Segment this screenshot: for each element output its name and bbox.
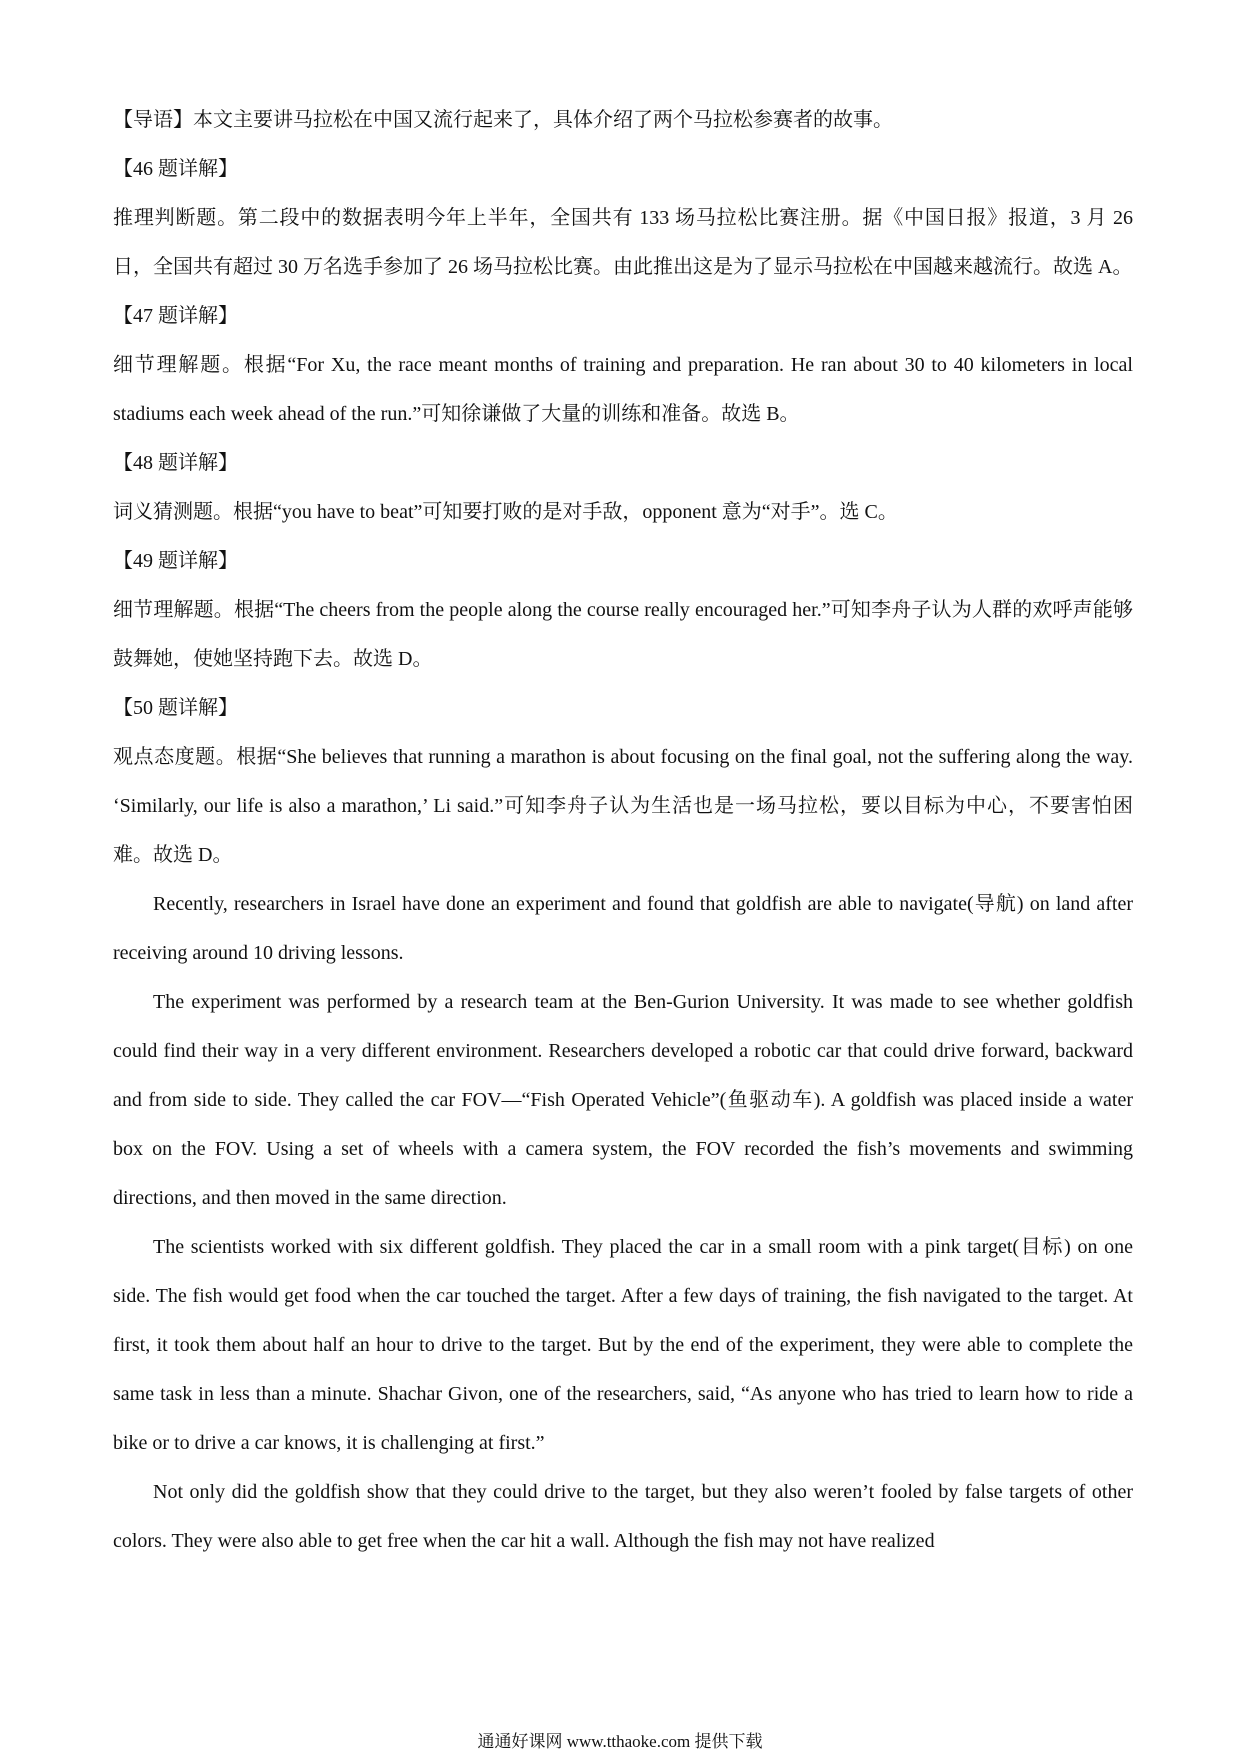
q49-explanation: 细节理解题。根据“The cheers from the people along the course really encouraged her.”可知李舟子认为人群的欢呼声能够鼓舞她，使她坚持跑下去。故选 D。 [113, 599, 1133, 670]
q47-heading: 【47 题详解】 [113, 305, 238, 327]
passage-paragraph-4: Not only did the goldfish show that they could drive to the target, but they also weren’t fooled by false targets of other colors. They were also able to get free when the car hit a wall. Although the fish may not have realized [113, 1481, 1133, 1552]
q46-explanation: 推理判断题。第二段中的数据表明今年上半年，全国共有 133 场马拉松比赛注册。据《中国日报》报道，3 月 26 日，全国共有超过 30 万名选手参加了 26 场马拉松比赛。由此推出这是为了显示马拉松在中国越来越流行。故选 A。 [113, 207, 1133, 278]
document-page [113, 96, 1133, 1566]
q48-heading: 【48 题详解】 [113, 452, 238, 474]
passage-paragraph-2: The experiment was performed by a research team at the Ben-Gurion University. It was made to see whether goldfish could find their way in a very different environment. Researchers developed a robotic car that could drive forward, backward and from side to side. They called the car FOV—“Fish Operated Vehicle”(鱼驱动车). A goldfish was placed inside a water box on the FOV. Using a set of wheels with a camera system, the FOV recorded the fish’s movements and swimming directions, and then moved in the same direction. [113, 991, 1133, 1209]
q50-heading: 【50 题详解】 [113, 697, 238, 719]
q47-explanation: 细节理解题。根据“For Xu, the race meant months of training and preparation. He ran about 30 to 40 kilometers in local stadiums each week ahead of the run.”可知徐谦做了大量的训练和准备。故选 B。 [113, 354, 1133, 425]
q49-heading: 【49 题详解】 [113, 550, 238, 572]
guide-text: 【导语】本文主要讲马拉松在中国又流行起来了，具体介绍了两个马拉松参赛者的故事。 [113, 109, 893, 131]
q48-explanation: 词义猜测题。根据“you have to beat”可知要打败的是对手敌，opponent 意为“对手”。选 C。 [113, 501, 898, 523]
passage-paragraph-3: The scientists worked with six different goldfish. They placed the car in a small room with a pink target(目标) on one side. The fish would get food when the car touched the target. After a few days of training, the fish navigated to the target. At first, it took them about half an hour to drive to the target. But by the end of the experiment, they were able to complete the same task in less than a minute. Shachar Givon, one of the researchers, said, “As anyone who has tried to learn how to ride a bike or to drive a car knows, it is challenging at first.” [113, 1236, 1133, 1454]
page-footer: 通通好课网 www.tthaoke.com 提供下载 [477, 1732, 763, 1751]
passage-paragraph-1: Recently, researchers in Israel have done an experiment and found that goldfish are able to navigate(导航) on land after receiving around 10 driving lessons. [113, 893, 1133, 964]
q50-explanation: 观点态度题。根据“She believes that running a marathon is about focusing on the final goal, not the suffering along the way. ‘Similarly, our life is also a marathon,’ Li said.”可知李舟子认为生活也是一场马拉松，要以目标为中心，不要害怕困难。故选 D。 [113, 746, 1133, 866]
q46-heading: 【46 题详解】 [113, 158, 238, 180]
